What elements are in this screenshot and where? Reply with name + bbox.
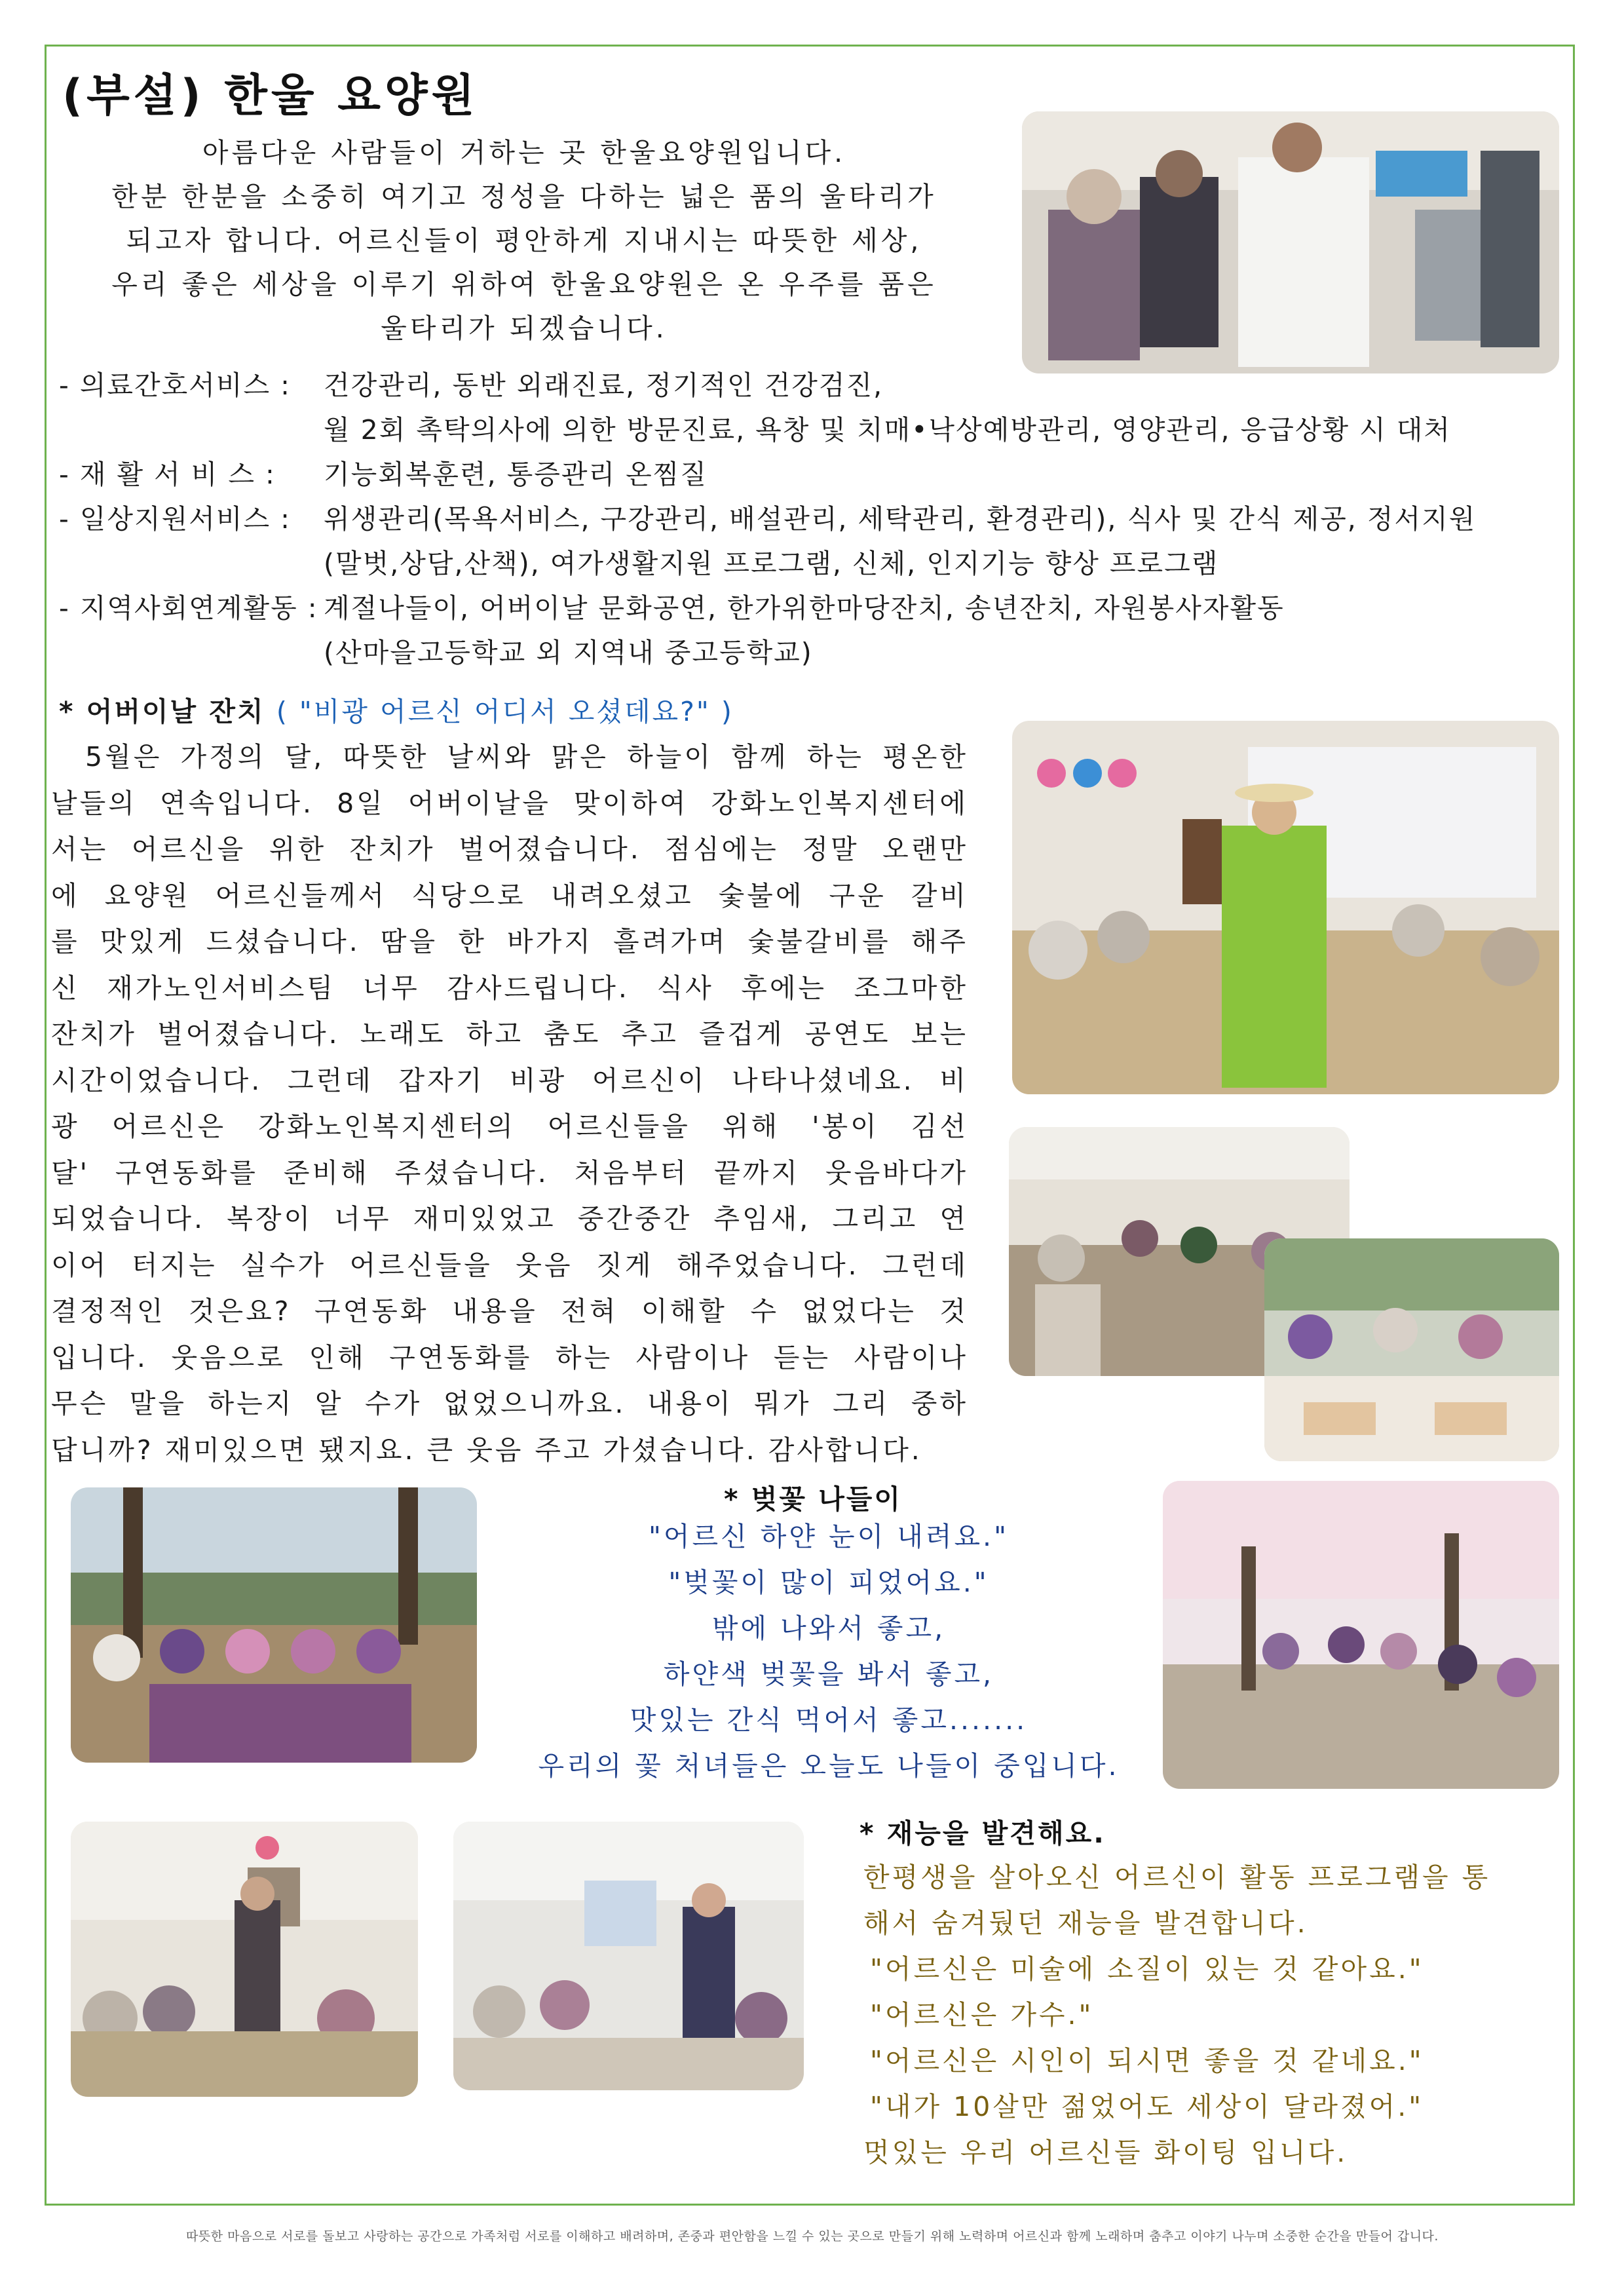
intro-paragraph [66, 131, 983, 351]
service-desc-line: (산마을고등학교 외 지역내 중고등학교) [324, 637, 813, 668]
service-label: - 일상지원서비스 : [59, 503, 291, 535]
intro-line: 우리 좋은 세상을 이루기 위하여 한울요양원은 온 우주를 품은 [111, 269, 937, 300]
talent-line: "내가 10살만 젊었어도 세상이 달라졌어." [870, 2091, 1424, 2122]
service-desc-line: 건강관리, 동반 외래진료, 정기적인 건강검진, [324, 370, 884, 401]
intro-line: 아름다운 사람들이 거하는 곳 한울요양원입니다. [202, 137, 846, 168]
service-label: - 재 활 서 비 스 : [59, 459, 276, 490]
article-line: 입니다. 웃음으로 인해 구연동화를 하는 사람이나 듣는 사람이나 [51, 1341, 968, 1373]
photo-picnic-bench [71, 1487, 477, 1763]
talent-line: 멋있는 우리 어르신들 화이팅 입니다. [863, 2137, 1348, 2168]
section-subheading: ( "비광 어르신 어디서 오셨데요?" ) [276, 696, 734, 727]
article-line: 날들의 연속입니다. 8일 어버이날을 맞이하여 강화노인복지센터에 [51, 787, 968, 819]
service-row [59, 586, 1566, 675]
intro-line: 한분 한분을 소중히 여기고 정성을 다하는 넓은 품의 울타리가 [111, 181, 937, 212]
article-line: 시간이었습니다. 그런데 갑자기 비광 어르신이 나타나셨네요. 비 [51, 1064, 968, 1096]
service-row [59, 452, 1566, 497]
article-line: 광 어르신은 강화노인복지센터의 어르신들을 위해 '봉이 김선 [51, 1111, 968, 1142]
section-heading-parents-day [59, 690, 734, 729]
article-line: 신 재가노인서비스팀 너무 감사드립니다. 식사 후에는 조그마한 [51, 972, 968, 1004]
article-line: 이어 터지는 실수가 어르신들을 웃음 짓게 해주었습니다. 그런데 [51, 1249, 968, 1281]
service-desc-line: 기능회복훈련, 통증관리 온찜질 [324, 459, 708, 490]
talent-line: "어르신은 가수." [870, 1999, 1094, 2031]
poem-line: "벚꽃이 많이 피었어요." [668, 1567, 989, 1598]
photo-performer [1012, 721, 1559, 1094]
intro-line: 되고자 합니다. 어르신들이 평안하게 지내시는 따뜻한 세상, [126, 225, 922, 256]
poem-line: 하얀색 벚꽃을 봐서 좋고, [663, 1658, 994, 1690]
service-desc-line: 계절나들이, 어버이날 문화공연, 한가위한마당잔치, 송년잔치, 자원봉사자활동 [324, 592, 1285, 624]
footer-text: 따뜻한 마음으로 서로를 돌보고 사랑하는 공간으로 가족처럼 서로를 이해하고 배려하며, 존중과 편안함을 느낄 수 있는 곳으로 만들기 위해 노력하며 어르신과 함께 노래하며 춤추고 이야기 나누며 소중한 순간을 만들어 갑니다. [186, 2229, 1439, 2244]
talent-line: 해서 숨겨뒀던 재능을 발견합니다. [863, 1907, 1308, 1939]
service-desc [324, 452, 708, 497]
photo-meal-table [1264, 1238, 1559, 1461]
service-row [59, 497, 1566, 586]
article-line: 달' 구연동화를 준비해 주셨습니다. 처음부터 끝까지 웃음바다가 [51, 1157, 968, 1189]
article-line: 에 요양원 어르신들께서 식당으로 내려오셨고 숯불에 구운 갈비 [51, 879, 968, 911]
parents-day-article [51, 734, 968, 1473]
section-heading-text: * 재능을 발견해요. [859, 1818, 1106, 1849]
talent-line: "어르신은 미술에 소질이 있는 것 같아요." [870, 1953, 1424, 1985]
section-heading-text: * 벚꽃 나들이 [724, 1483, 903, 1515]
service-desc [324, 363, 1451, 452]
service-row [59, 363, 1566, 452]
service-label: - 의료간호서비스 : [59, 370, 291, 401]
photo-singing-class [71, 1822, 418, 2097]
poem-line: 우리의 꽃 처녀들은 오늘도 나들이 중입니다. [538, 1750, 1120, 1782]
article-line: 답니까? 재미있으면 됐지요. 큰 웃음 주고 가셨습니다. 감사합니다. [51, 1434, 922, 1466]
article-line: 5월은 가정의 달, 따뜻한 날씨와 맑은 하늘이 함께 하는 평온한 [85, 741, 968, 773]
article-line: 되었습니다. 복장이 너무 재미있었고 중간중간 추임새, 그리고 연 [51, 1203, 968, 1234]
photo-exercise-class [453, 1822, 804, 2090]
photo-cherry-blossom-walk [1163, 1481, 1559, 1789]
service-desc [324, 586, 1285, 675]
poem-line: "어르신 하얀 눈이 내려요." [649, 1521, 1009, 1552]
article-line: 무슨 말을 하는지 알 수가 없었으니까요. 내용이 뭐가 그리 중하 [51, 1388, 968, 1419]
service-desc-line: 위생관리(목욕서비스, 구강관리, 배설관리, 세탁관리, 환경관리), 식사 및 간식 제공, 정서지원 [324, 503, 1477, 535]
talent-text [863, 1854, 1558, 2175]
service-desc-line: (말벗,상담,산책), 여가생활지원 프로그램, 신체, 인지기능 향상 프로그램 [324, 548, 1219, 579]
intro-line: 울타리가 되겠습니다. [381, 313, 668, 344]
poem-line: 밖에 나와서 좋고, [711, 1613, 946, 1644]
service-desc [324, 497, 1476, 586]
photo-nurse-checkup [1022, 111, 1559, 373]
talent-line: "어르신은 시인이 되시면 좋을 것 같네요." [870, 2045, 1424, 2076]
service-desc-line: 월 2회 촉탁의사에 의한 방문진료, 욕창 및 치매•낙상예방관리, 영양관리, 응급상황 시 대처 [324, 414, 1451, 446]
section-heading-talent [859, 1812, 1106, 1850]
talent-line: 한평생을 살아오신 어르신이 활동 프로그램을 통 [863, 1862, 1491, 1893]
section-heading-cherry-blossom [724, 1478, 902, 1516]
service-label: - 지역사회연계활동 : [59, 592, 318, 624]
cherry-blossom-poem [498, 1514, 1160, 1789]
section-heading-text: * 어버이날 잔치 [59, 696, 265, 727]
article-line: 결정적인 것은요? 구연동화 내용을 전혀 이해할 수 없었다는 것 [51, 1295, 968, 1327]
poem-line: 맛있는 간식 먹어서 좋고....... [630, 1704, 1028, 1736]
page-title: (부설) 한울 요양원 [62, 70, 479, 122]
services-list [59, 363, 1566, 675]
article-line: 서는 어르신을 위한 잔치가 벌어졌습니다. 점심에는 정말 오랜만 [51, 833, 968, 865]
article-line: 를 맛있게 드셨습니다. 땀을 한 바가지 흘려가며 숯불갈비를 해주 [51, 926, 968, 957]
article-line: 잔치가 벌어졌습니다. 노래도 하고 춤도 추고 즐겁게 공연도 보는 [51, 1018, 968, 1050]
